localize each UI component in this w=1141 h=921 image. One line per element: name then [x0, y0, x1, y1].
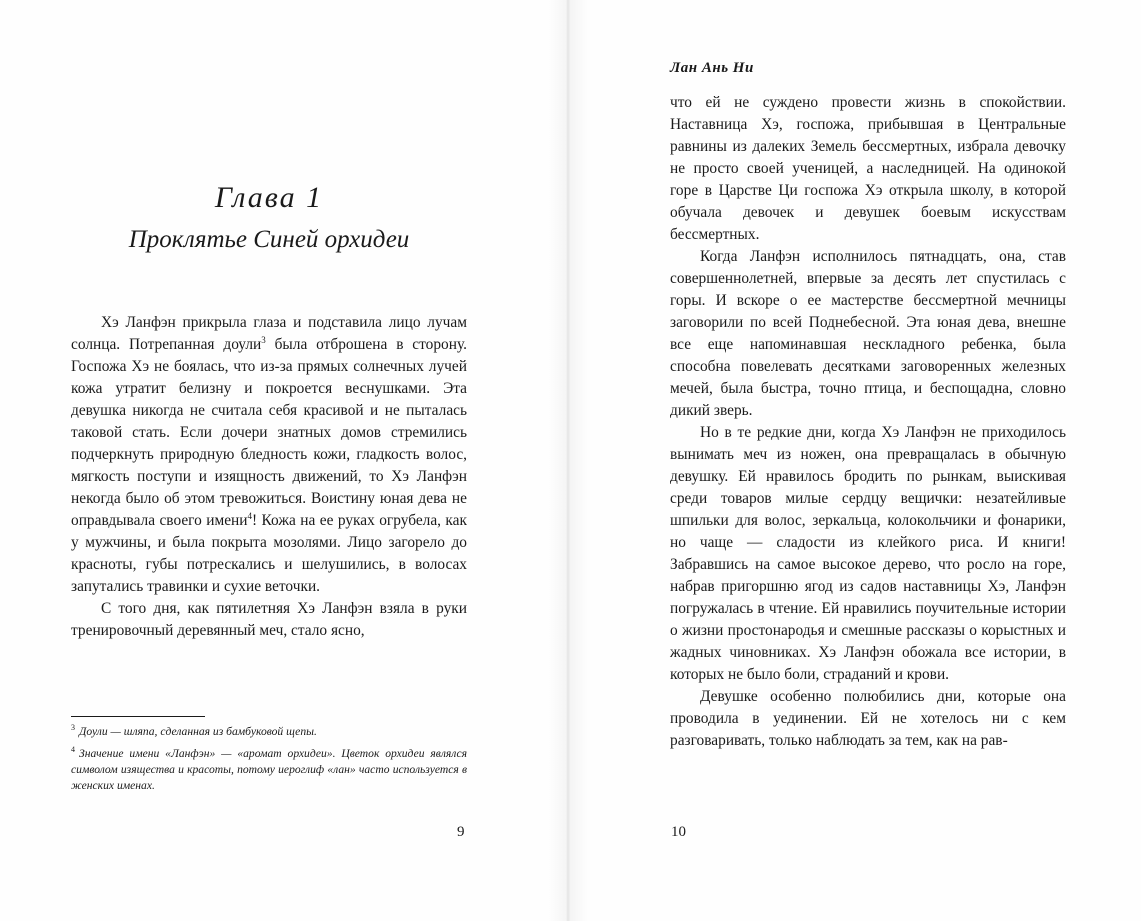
footnote-text: Доули — шляпа, сделанная из бамбуковой щепы. [79, 725, 317, 738]
paragraph-text: Хэ Ланфэн прикрыла глаза и подставила лицо лучам солнца. Потрепанная доули [71, 314, 467, 353]
footnote-rule [71, 716, 205, 717]
chapter-number: Глава 1 [214, 181, 324, 214]
footnotes [71, 724, 467, 800]
paragraph: что ей не суждено провести жизнь в спокойствии. Наставница Хэ, госпожа, прибывшая в Центральные равнины из далеких Земель бессмертных, избрала девочку не просто своей ученицей, а наследницей. На одинокой горе в Царстве Ци госпожа Хэ открыла школу, в которой обучала девочек и девушек боевым искусствам бессмертных. [670, 94, 1066, 243]
paragraph-text: была отброшена в сторону. Госпожа Хэ не боялась, что из-за прямых солнечных лучей кожа утратит белизну и покроется веснушками. Эта девушка никогда не считала себя красивой и не пыталась таковой стать. Если дочери знатных домов стремились подчеркнуть природную бледность кожи, гладкость волос, мягкость поступи и изящность движений, то Хэ Ланфэн некогда было об этом тревожиться. Воистину юная дева не оправдывала своего имени [71, 336, 467, 529]
right-page [568, 0, 1141, 921]
chapter-title: Проклятье Синей орхидеи [128, 226, 410, 253]
paragraph: Девушке особенно полюбились дни, которые она проводила в уединении. Ей не хотелось ни с кем разговаривать, только наблюдать за тем, как на рав- [670, 688, 1066, 749]
paragraph [71, 312, 467, 598]
footnote-mark: 4 [71, 745, 75, 755]
footnote-ref: 3 [261, 334, 266, 345]
chapter-heading [71, 178, 467, 260]
paragraph-text: ! Кожа на ее руках огрубела, как у мужчины, и была покрыта мозолями. Лицо загорело до красноты, губы потрескались и шелушились, в волосах запутались травинки и сухие веточки. [71, 512, 467, 595]
page-number: 9 [457, 824, 465, 840]
paragraph: Но в те редкие дни, когда Хэ Ланфэн не приходилось вынимать меч из ножен, она превращалась в обычную девушку. Ей нравилось бродить по рынкам, выискивая среди товаров милые сердцу вещички: незатейливые шпильки для волос, зеркальца, колокольчики и фонарики, но чаще — сладости из клейкого риса. И книги! Забравшись на самое высокое дерево, что росло на горе, набрав пригоршню ягод из садов наставницы Хэ, Ланфэн погружалась в чтение. Ей нравились поучительные истории о жизни простонародья и смешные рассказы о корыстных и жадных чиновниках. Хэ Ланфэн обожала все истории, в которых не было боли, страданий и крови. [670, 424, 1066, 683]
footnote [71, 724, 467, 740]
footnote-mark: 3 [71, 723, 75, 733]
running-head: Лан Ань Ни [670, 60, 754, 76]
paragraph: С того дня, как пятилетняя Хэ Ланфэн взяла в руки тренировочный деревянный меч, стало ясно, [71, 600, 467, 639]
left-page [0, 0, 568, 921]
paragraph: Когда Ланфэн исполнилось пятнадцать, она, став совершеннолетней, впервые за десять лет спустилась с горы. И вскоре о ее мастерстве бессмертной мечницы заговорили по всей Поднебесной. Эта юная дева, внешне все еще напоминавшая нескладного ребенка, была способна повелевать десятками заговоренных железных мечей, была быстра, точно птица, и беспощадна, словно дикий зверь. [670, 248, 1066, 419]
footnote [71, 746, 467, 794]
footnote-ref: 4 [247, 510, 253, 521]
page-number: 10 [671, 824, 686, 840]
right-body-text [670, 92, 1066, 752]
left-body-text [71, 312, 467, 642]
footnote-text: Значение имени «Ланфэн» — «аромат орхидеи». Цветок орхидеи являлся символом изящества и красоты, потому иероглиф «лан» часто используется в женских именах. [71, 747, 467, 792]
